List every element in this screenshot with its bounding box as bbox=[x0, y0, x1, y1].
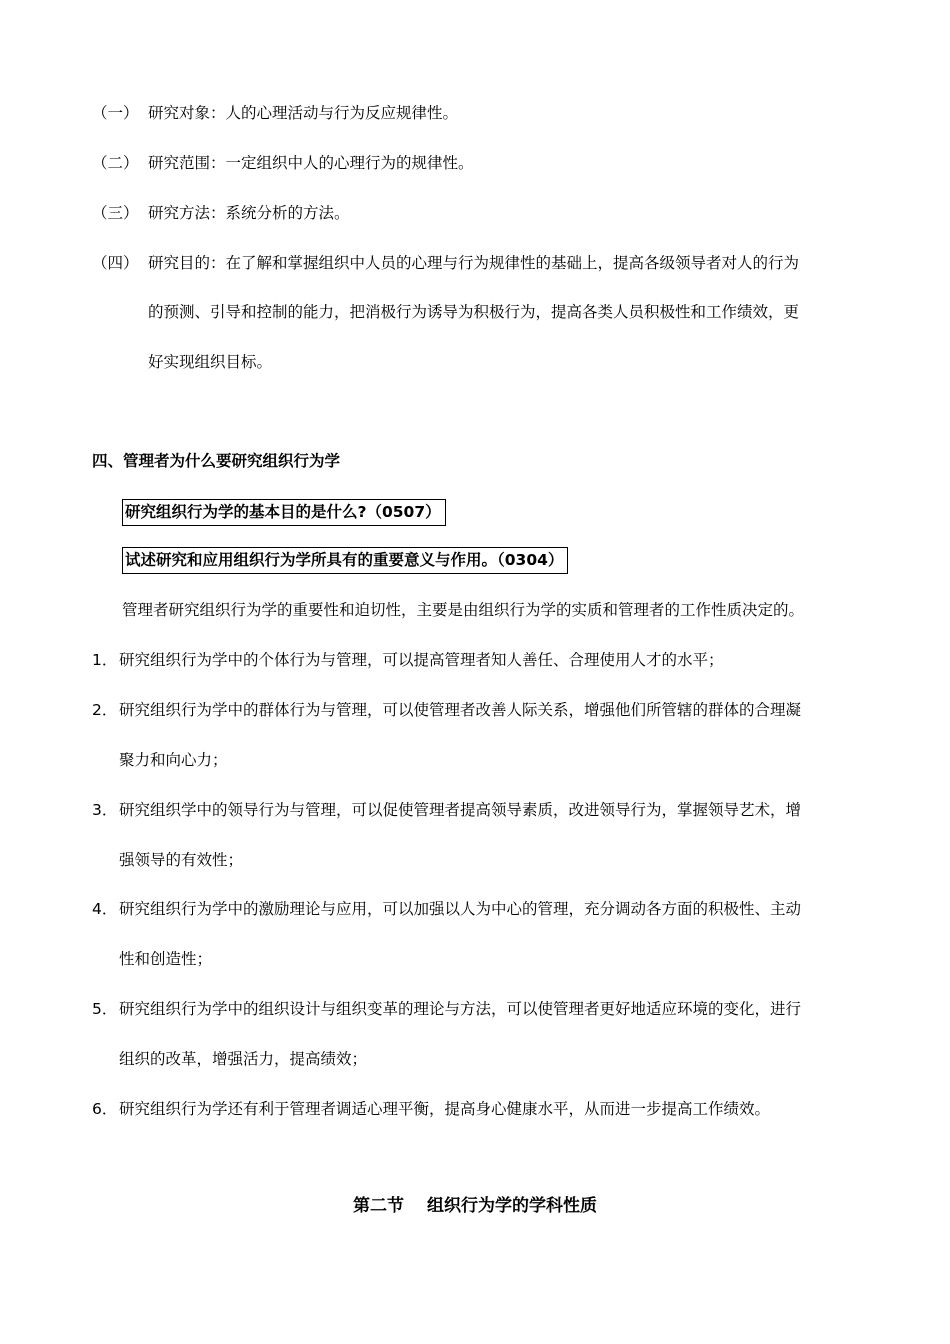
item-text-line-3: 好实现组织目标。 bbox=[148, 353, 273, 371]
item-marker: （三） bbox=[92, 204, 139, 222]
point-text: 研究组织行为学还有利于管理者调适心理平衡，提高身心健康水平，从而进一步提高工作绩效。 bbox=[119, 1100, 771, 1118]
point-text-line-2: 强领导的有效性； bbox=[119, 851, 244, 869]
item-marker: （四） bbox=[92, 254, 139, 272]
item-marker: （二） bbox=[92, 154, 139, 172]
item-text-line-1: 研究目的：在了解和掌握组织中人员的心理与行为规律性的基础上，提高各级领导者对人的行为 bbox=[148, 254, 800, 272]
point-text: 研究组织行为学中的个体行为与管理，可以提高管理者知人善任、合理使用人才的水平； bbox=[119, 651, 724, 669]
item-text-line-2: 的预测、引导和控制的能力，把消极行为诱导为积极行为，提高各类人员积极性和工作绩效，更 bbox=[148, 303, 800, 321]
point-text-line-2: 性和创造性； bbox=[119, 950, 213, 968]
point-number: 5． bbox=[92, 1000, 118, 1018]
point-text-line-1: 研究组织行为学中的激励理论与应用，可以加强以人为中心的管理，充分调动各方面的积极性、主动 bbox=[119, 900, 802, 918]
point-number: 6． bbox=[92, 1100, 118, 1118]
point-number: 4． bbox=[92, 900, 118, 918]
point-text-line-1: 研究组织行为学中的群体行为与管理，可以使管理者改善人际关系，增强他们所管辖的群体的合理凝 bbox=[119, 701, 802, 719]
intro-paragraph: 管理者研究组织行为学的重要性和迫切性，主要是由组织行为学的实质和管理者的工作性质决定的。 bbox=[122, 601, 805, 619]
item-text: 研究对象：人的心理活动与行为反应规律性。 bbox=[148, 104, 459, 122]
point-number: 3． bbox=[92, 801, 118, 819]
section-title: 第二节 组织行为学的学科性质 bbox=[353, 1196, 597, 1216]
point-text-line-1: 研究组织行为学中的组织设计与组织变革的理论与方法，可以使管理者更好地适应环境的变化，进行 bbox=[119, 1000, 802, 1018]
exam-question-box: 研究组织行为学的基本目的是什么?（0507） bbox=[122, 499, 446, 526]
point-text-line-2: 聚力和向心力； bbox=[119, 751, 228, 769]
point-text-line-1: 研究组织学中的领导行为与管理，可以促使管理者提高领导素质，改进领导行为，掌握领导艺术，增 bbox=[119, 801, 802, 819]
item-marker: （一） bbox=[92, 104, 139, 122]
point-number: 1． bbox=[92, 651, 118, 669]
point-number: 2． bbox=[92, 701, 118, 719]
item-text: 研究方法：系统分析的方法。 bbox=[148, 204, 350, 222]
item-text: 研究范围：一定组织中人的心理行为的规律性。 bbox=[148, 154, 474, 172]
exam-question-box: 试述研究和应用组织行为学所具有的重要意义与作用。（0304） bbox=[122, 547, 568, 574]
point-text-line-2: 组织的改革，增强活力，提高绩效； bbox=[119, 1050, 368, 1068]
section-heading: 四、管理者为什么要研究组织行为学 bbox=[92, 452, 341, 470]
